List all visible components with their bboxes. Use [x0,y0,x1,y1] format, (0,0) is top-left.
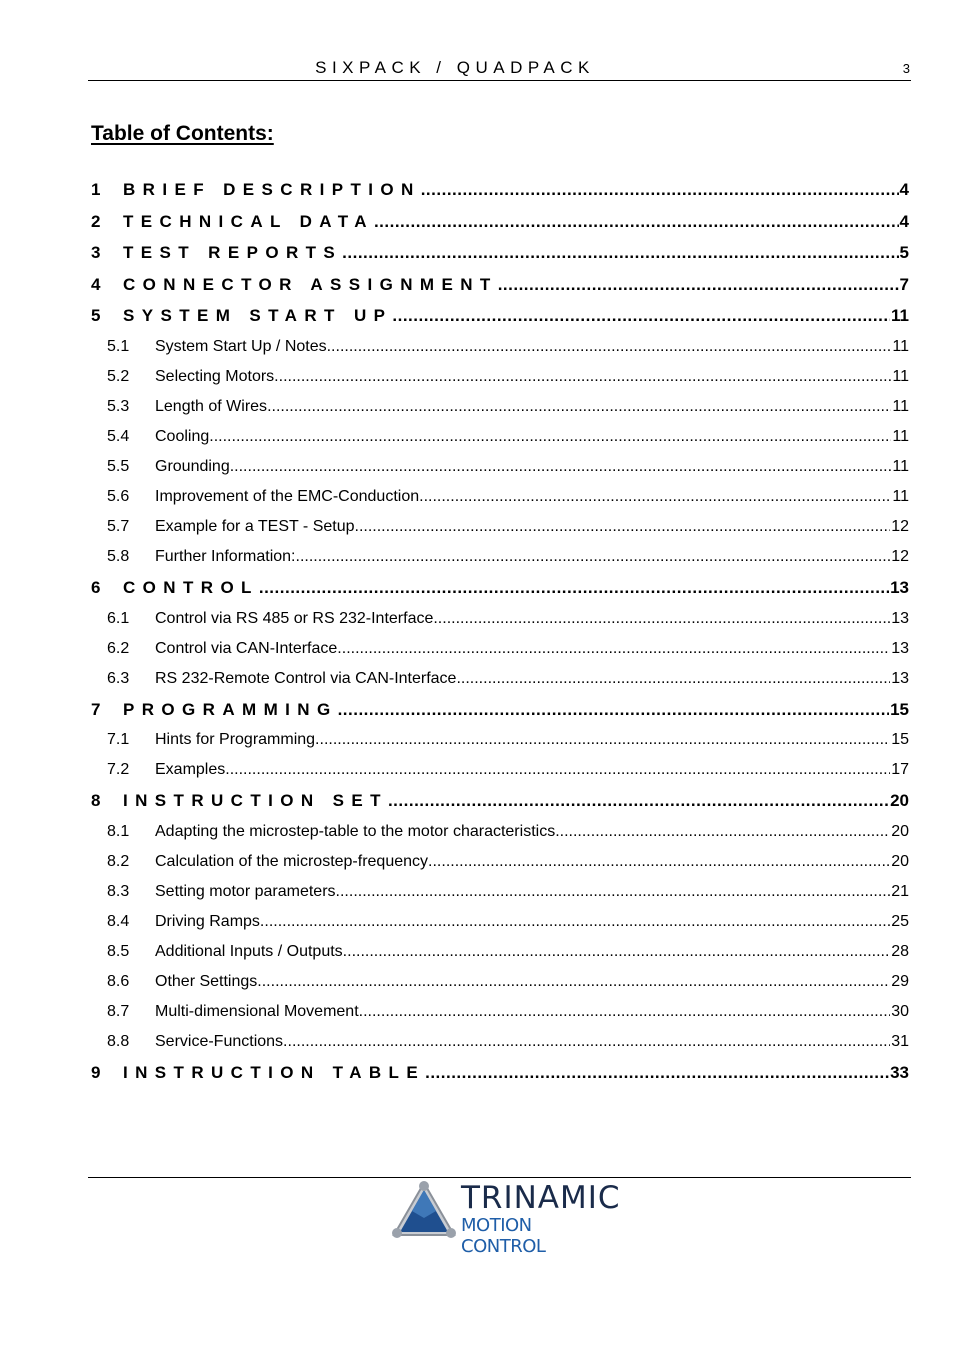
toc-chapter-entry[interactable] [91,578,909,610]
toc-dot-leader [336,883,891,901]
toc-section-entry[interactable] [91,518,909,548]
toc-entry-number: 5.8 [107,547,130,565]
toc-dot-leader [257,973,890,991]
triangle-logo-icon [390,1180,458,1240]
toc-dot-leader [274,368,891,386]
toc-section-entry[interactable] [91,853,909,883]
trinamic-logo [390,1180,621,1257]
toc-chapter-entry[interactable] [91,700,909,732]
toc-entry-number: 5.4 [107,427,130,445]
toc-chapter-entry[interactable] [91,275,909,307]
toc-section-entry[interactable] [91,640,909,670]
toc-dot-leader [392,306,890,326]
toc-entry-number: 8.7 [107,1002,130,1020]
toc-section-entry[interactable] [91,338,909,368]
toc-entry-page: 11 [892,397,909,415]
toc-entry-title: Hints for Programming [155,731,316,749]
toc-dot-leader [338,700,890,720]
toc-entry-number: 3 [91,243,101,263]
toc-section-entry[interactable] [91,1003,909,1033]
toc-entry-number: 9 [91,1062,101,1082]
toc-dot-leader [267,398,891,416]
table-of-contents [91,180,909,1094]
toc-dot-leader [209,428,891,446]
toc-dot-leader [315,731,890,749]
toc-entry-number: 7.1 [107,731,130,749]
toc-entry-title: SYSTEM START UP [123,306,393,326]
toc-section-entry[interactable] [91,823,909,853]
toc-entry-page: 11 [891,306,909,326]
toc-entry-page: 31 [891,1032,909,1050]
toc-entry-page: 11 [892,337,909,355]
toc-entry-number: 8 [91,791,101,811]
toc-entry-page: 28 [891,942,909,960]
toc-section-entry[interactable] [91,943,909,973]
toc-section-entry[interactable] [91,973,909,1003]
toc-dot-leader [498,275,899,295]
toc-section-entry[interactable] [91,610,909,640]
toc-chapter-entry[interactable] [91,212,909,244]
toc-entry-page: 33 [890,1062,909,1082]
toc-entry-page: 20 [891,822,909,840]
toc-entry-number: 6.3 [107,669,130,687]
toc-entry-number: 5.3 [107,397,130,415]
toc-entry-number: 8.5 [107,942,130,960]
toc-dot-leader [355,518,891,536]
toc-entry-page: 20 [890,791,909,811]
toc-dot-leader [456,670,890,688]
toc-section-entry[interactable] [91,428,909,458]
toc-entry-title: PROGRAMMING [123,699,338,719]
toc-section-entry[interactable] [91,398,909,428]
toc-entry-number: 8.4 [107,912,130,930]
toc-entry-title: Driving Ramps [155,912,260,930]
toc-entry-page: 21 [891,882,909,900]
toc-entry-number: 5.1 [107,337,130,355]
toc-entry-number: 8.6 [107,972,130,990]
toc-section-entry[interactable] [91,731,909,761]
toc-entry-page: 11 [892,457,909,475]
toc-entry-title: Adapting the microstep-table to the motor characteristics [155,822,556,840]
toc-dot-leader [283,1033,890,1051]
toc-section-entry[interactable] [91,458,909,488]
toc-entry-page: 7 [899,274,909,294]
toc-dot-leader [230,458,892,476]
toc-entry-title: Control via RS 485 or RS 232-Interface [155,609,434,627]
footer-rule [88,1177,911,1178]
toc-entry-title: INSTRUCTION TABLE [123,1062,426,1082]
toc-entry-number: 8.1 [107,822,130,840]
toc-entry-title: Calculation of the microstep-frequency [155,852,429,870]
toc-entry-title: TECHNICAL DATA [123,211,374,231]
toc-dot-leader [296,548,891,566]
toc-entry-title: CONTROL [123,577,259,597]
toc-entry-number: 1 [91,180,101,199]
toc-entry-title: Examples [155,761,226,779]
toc-dot-leader [337,640,890,658]
toc-dot-leader [359,1003,891,1021]
toc-chapter-entry[interactable] [91,791,909,823]
toc-dot-leader [343,943,891,961]
toc-dot-leader [421,180,899,200]
toc-entry-number: 7.2 [107,761,130,779]
toc-section-entry[interactable] [91,913,909,943]
toc-entry-page: 12 [891,517,909,535]
page-number: 3 [902,61,910,76]
toc-entry-title: Other Settings [155,972,258,990]
toc-chapter-entry[interactable] [91,180,909,212]
toc-entry-page: 20 [891,852,909,870]
toc-entry-title: Setting motor parameters [155,882,336,900]
toc-entry-title: Further Information: [155,547,296,565]
toc-chapter-entry[interactable] [91,1063,909,1095]
toc-dot-leader [225,761,890,779]
toc-entry-number: 6 [91,577,101,597]
toc-section-entry[interactable] [91,548,909,578]
toc-entry-number: 8.3 [107,882,130,900]
toc-section-entry[interactable] [91,670,909,700]
toc-dot-leader [428,853,890,871]
toc-entry-page: 12 [891,547,909,565]
toc-dot-leader [555,823,890,841]
toc-entry-number: 2 [91,211,101,231]
toc-entry-title: BRIEF DESCRIPTION [123,180,421,199]
toc-entry-title: TEST REPORTS [123,243,343,263]
toc-dot-leader [327,338,892,356]
toc-entry-number: 5.2 [107,367,130,385]
toc-entry-page: 5 [899,243,909,263]
running-header-title: SIXPACK / QUADPACK [315,58,595,77]
toc-entry-number: 8.8 [107,1032,130,1050]
toc-heading: Table of Contents: [91,122,274,145]
toc-section-entry[interactable] [91,368,909,398]
header-rule [88,80,911,81]
toc-entry-number: 5.7 [107,517,130,535]
toc-dot-leader [388,791,889,811]
toc-entry-title: System Start Up / Notes [155,337,327,355]
toc-entry-page: 4 [899,180,909,199]
toc-section-entry[interactable] [91,883,909,913]
toc-entry-title: Grounding [155,457,230,475]
toc-entry-page: 11 [892,487,909,505]
toc-entry-number: 6.2 [107,639,130,657]
toc-entry-title: Selecting Motors [155,367,275,385]
toc-chapter-entry[interactable] [91,243,909,275]
toc-dot-leader [342,243,898,263]
toc-entry-page: 11 [892,367,909,385]
toc-entry-number: 5.5 [107,457,130,475]
toc-section-entry[interactable] [91,488,909,518]
toc-entry-page: 15 [890,699,909,719]
logo-subtitle-text: MOTION CONTROL [461,1215,546,1257]
toc-dot-leader [374,212,899,232]
toc-entry-number: 5 [91,306,101,326]
toc-entry-page: 11 [892,427,909,445]
toc-entry-title: Service-Functions [155,1032,284,1050]
toc-entry-title: RS 232-Remote Control via CAN-Interface [155,669,457,687]
toc-dot-leader [433,610,890,628]
toc-entry-page: 13 [891,669,909,687]
toc-entry-title: Additional Inputs / Outputs [155,942,343,960]
toc-entry-page: 13 [891,609,909,627]
toc-entry-page: 25 [891,912,909,930]
toc-entry-page: 17 [891,761,909,779]
toc-entry-title: Example for a TEST - Setup [155,517,355,535]
toc-entry-page: 4 [899,211,909,231]
toc-entry-page: 29 [891,972,909,990]
toc-section-entry[interactable] [91,761,909,791]
toc-entry-page: 13 [890,577,909,597]
toc-entry-page: 13 [891,639,909,657]
toc-entry-title: Control via CAN-Interface [155,639,338,657]
toc-dot-leader [419,488,891,506]
toc-dot-leader [260,913,890,931]
toc-entry-number: 6.1 [107,609,130,627]
toc-entry-title: Improvement of the EMC-Conduction [155,487,420,505]
toc-entry-title: Length of Wires [155,397,268,415]
toc-entry-number: 4 [91,274,101,294]
toc-entry-title: Cooling [155,427,210,445]
toc-section-entry[interactable] [91,1033,909,1063]
toc-chapter-entry[interactable] [91,306,909,338]
toc-entry-number: 8.2 [107,852,130,870]
toc-entry-page: 30 [891,1002,909,1020]
toc-entry-title: INSTRUCTION SET [123,791,388,811]
toc-entry-number: 5.6 [107,487,130,505]
toc-entry-title: CONNECTOR ASSIGNMENT [123,274,498,294]
toc-dot-leader [425,1063,889,1083]
toc-entry-number: 7 [91,699,101,719]
toc-entry-page: 15 [891,731,909,749]
toc-dot-leader [259,578,889,598]
toc-entry-title: Multi-dimensional Movement [155,1002,359,1020]
logo-brand-text: TRINAMIC [461,1180,621,1216]
